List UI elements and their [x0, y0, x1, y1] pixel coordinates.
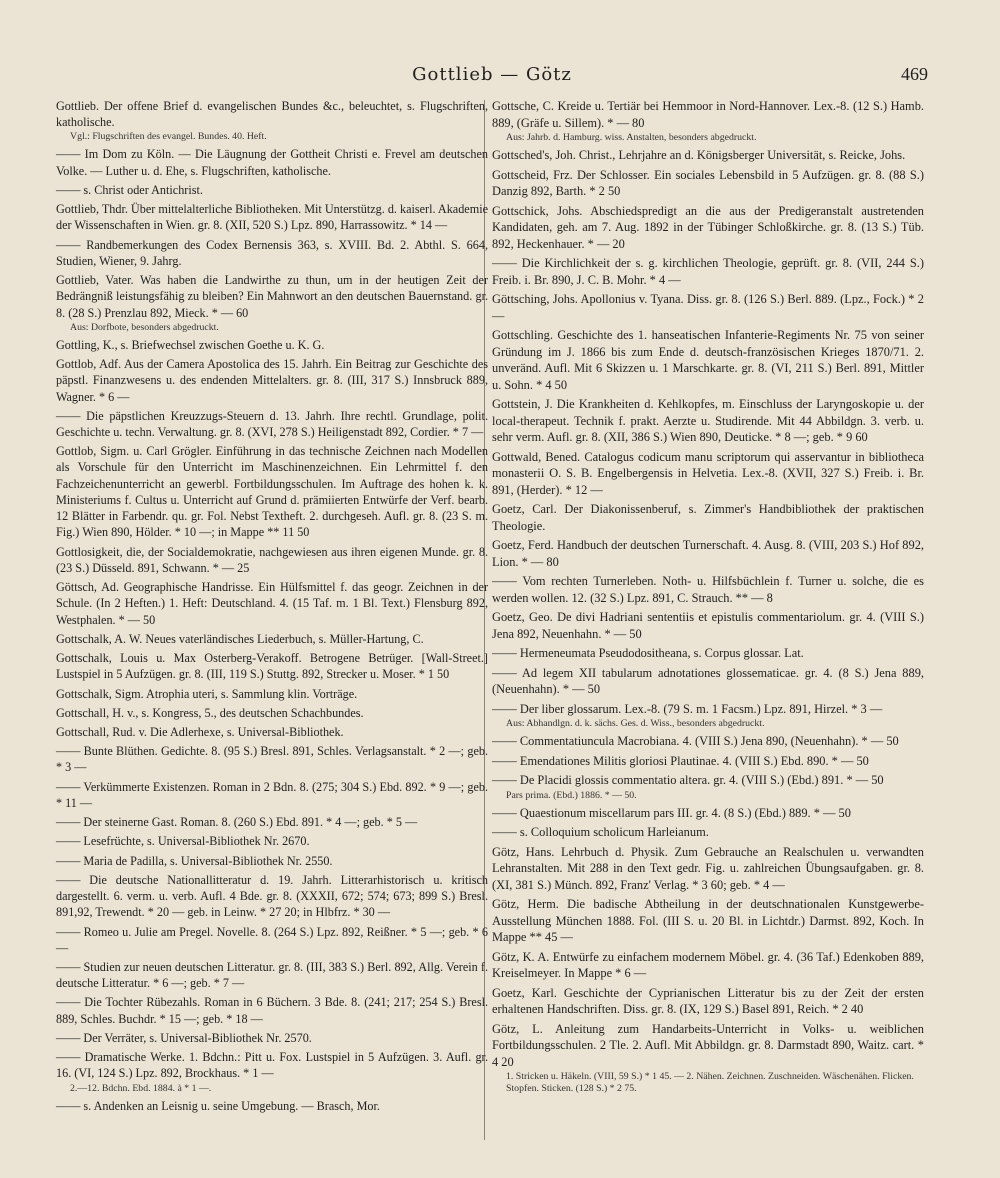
list-item: Göttsch, Ad. Geographische Handrisse. Ein Hülfsmittel f. das geogr. Zeichnen in der Schule. (In 2 Heften.) 1. Heft: Deutschland. 4. (15 Taf. m. 1 Bl. Text.) Flensburg 892, Westphalen. * — 50	[56, 580, 488, 627]
list-item: —— Die päpstlichen Kreuzzugs-Steuern d. 13. Jahrh. Ihre rechtl. Grundlage, polit. Geschichte u. techn. Verwaltung. gr. 8. (XVI, 278 S.) Heiligenstadt 892, Cordier. * 7 —	[56, 408, 488, 439]
list-item: Goetz, Ferd. Handbuch der deutschen Turnerschaft. 4. Ausg. 8. (VIII, 203 S.) Hof 892, Lion. * — 80	[492, 538, 924, 569]
list-item: —— Maria de Padilla, s. Universal-Bibliothek Nr. 2550.	[56, 853, 333, 868]
list-item: —— Der steinerne Gast. Roman. 8. (260 S.) Ebd. 891. * 4 —; geb. * 5 —	[56, 815, 418, 830]
page-number: 469	[901, 64, 928, 84]
right-column	[492, 98, 924, 1098]
list-item: Gottlob, Sigm. u. Carl Grögler. Einführung in das technische Zeichnen nach Modellen als Vorschule für den Unterricht im Maschinenzeichnen. Ein Lehrmittel f. den Fachzeichenunterricht an gewerbl. Fortbildungsschulen. Im Auftrage des hohen k. k. Ministeriums f. Cultus u. Unterricht auf Grund d. prämiierten Entwürfe der Verf. bearb. 12 Blätter in Farbendr. qu. gr. Fol. Nebst Textheft. 2. durchgeseh. Aufl. gr. 8. (23 S. m. Fig.) Wien 890, Hölder. * 10 —; in Mappe ** 11 50	[56, 444, 488, 540]
note: Pars prima. (Ebd.) 1886. * — 50.	[506, 789, 637, 801]
list-item: Goetz, Karl. Geschichte der Cyprianischen Litteratur bis zu der Zeit der ersten erhaltenen Handschriften. Diss. gr. 8. (IX, 129 S.) Basel 891, Reich. * 2 40	[492, 985, 924, 1016]
list-item: —— Die Tochter Rübezahls. Roman in 6 Büchern. 3 Bde. 8. (241; 217; 254 S.) Bresl. 889, Schles. Buchdr. * 15 —; geb. * 18 —	[56, 995, 488, 1026]
list-item: Goetz, Geo. De divi Hadriani sententiis et epistulis commentariolum. gr. 4. (VIII S.) Jena 892, Neuenhahn. * — 50	[492, 610, 924, 641]
note: 1. Stricken u. Häkeln. (VIII, 59 S.) * 1 45. — 2. Nähen. Zeichnen. Zuschneiden. Wäschenähen. Flicken. Stopfen. Sticken. (128 S.) * 2 75.	[506, 1071, 914, 1094]
left-column	[56, 98, 488, 1117]
list-item: Gottsche, C. Kreide u. Tertiär bei Hemmoor in Nord-Hannover. Lex.-8. (12 S.) Hamb. 889, (Gräfe u. Sillem). * — 80	[492, 99, 924, 130]
list-item: —— Ad legem XII tabularum adnotationes glossematicae. gr. 4. (8 S.) Jena 889, (Neuenhahn). * — 50	[492, 665, 924, 696]
list-item: —— De Placidi glossis commentatio altera. gr. 4. (VIII S.) (Ebd.) 891. * — 50	[492, 773, 884, 787]
list-item: Götz, K. A. Entwürfe zu einfachem modernem Möbel. gr. 4. (36 Taf.) Edenkoben 889, Kreiselmeyer. In Mappe * 6 —	[492, 949, 924, 980]
list-item: —— Vom rechten Turnerleben. Noth- u. Hilfsbüchlein f. Turner u. solche, die es werden wollen. 12. (32 S.) Lpz. 891, C. Strauch. ** — 8	[492, 574, 924, 605]
list-item: —— Studien zur neuen deutschen Litteratur. gr. 8. (III, 383 S.) Berl. 892, Allg. Verein f. deutsche Litteratur. * 6 —; geb. * 7 —	[56, 960, 488, 991]
note: Vgl.: Flugschriften des evangel. Bundes. 40. Heft.	[70, 131, 267, 143]
list-item: Gottwald, Bened. Catalogus codicum manu scriptorum qui asservantur in bibliotheca monasterii O. S. B. Engelbergensis in Helvetia. Lex.-8. (XVII, 327 S.) Freib. i. Br. 891, (Herder). * 12 —	[492, 449, 924, 497]
list-item: Gottschall, Rud. v. Die Adlerhexe, s. Universal-Bibliothek.	[56, 724, 344, 739]
list-item: Gottling, K., s. Briefwechsel zwischen Goethe u. K. G.	[56, 337, 325, 352]
list-item: Gottscheid, Frz. Der Schlosser. Ein sociales Lebensbild in 5 Aufzügen. gr. 8. (88 S.) Danzig 892, Barth. * 2 50	[492, 167, 924, 198]
list-item: —— Romeo u. Julie am Pregel. Novelle. 8. (264 S.) Lpz. 892, Reißner. * 5 —; geb. * 6 —	[56, 924, 488, 955]
list-item: Gottlieb, Vater. Was haben die Landwirthe zu thun, um in der heutigen Zeit der Bedrängniß leistungsfähig zu bleiben? Ein Mahnwort an den deutschen Bauernstand. gr. 8. (28 S.) Prenzlau 892, Mieck. * — 60	[56, 273, 488, 320]
page-header	[56, 64, 928, 90]
note: Aus: Dorfbote, besonders abgedruckt.	[70, 321, 219, 333]
list-item: —— Im Dom zu Köln. — Die Läugnung der Gottheit Christi e. Frevel am deutschen Volke. — Luther u. d. Ehe, s. Flugschriften, katholische.	[56, 147, 488, 178]
list-item: —— Die Kirchlichkeit der s. g. kirchlichen Theologie, geprüft. gr. 8. (VII, 244 S.) Freib. i. Br. 890, J. C. B. Mohr. * 4 —	[492, 256, 924, 287]
list-item: Götz, L. Anleitung zum Handarbeits-Unterricht in Volks- u. weiblichen Fortbildungsschulen. 2 Tle. 2. Aufl. Mit Abbildgn. gr. 8. Darmstadt 890, Waitz. cart. * 4 20	[492, 1021, 924, 1069]
list-item: —— Verkümmerte Existenzen. Roman in 2 Bdn. 8. (275; 304 S.) Ebd. 892. * 9 —; geb. * 11 —	[56, 779, 488, 810]
list-item: —— Quaestionum miscellarum pars III. gr. 4. (8 S.) (Ebd.) 889. * — 50	[492, 805, 851, 820]
list-item: —— Bunte Blüthen. Gedichte. 8. (95 S.) Bresl. 891, Schles. Verlagsanstalt. * 2 —; geb. * 3 —	[56, 744, 488, 775]
note: Aus: Abhandlgn. d. k. sächs. Ges. d. Wiss., besonders abgedruckt.	[506, 718, 765, 729]
list-item: Gottschalk, A. W. Neues vaterländisches Liederbuch, s. Müller-Hartung, C.	[56, 631, 424, 646]
list-item: —— s. Colloquium scholicum Harleianum.	[492, 825, 709, 839]
list-item: Gottlieb. Der offene Brief d. evangelischen Bundes &c., beleuchtet, s. Flugschriften, katholische.	[56, 99, 488, 130]
note: 2.—12. Bdchn. Ebd. 1884. à * 1 —.	[70, 1082, 212, 1094]
list-item: —— Hermeneumata Pseudodositheana, s. Corpus glossar. Lat.	[492, 646, 804, 660]
list-item: Gottlosigkeit, die, der Socialdemokratie, nachgewiesen aus ihren eigenen Munde. gr. 8. (23 S.) Düsseld. 891, Schwann. * — 25	[56, 544, 488, 575]
list-item: Gottschalk, Sigm. Atrophia uteri, s. Sammlung klin. Vorträge.	[56, 686, 358, 701]
list-item: Gottstein, J. Die Krankheiten d. Kehlkopfes, m. Einschluss der Laryngoskopie u. der local-therapeut. Technik f. prakt. Aerzte u. Studirende. Mit 44 Abbildgn. 3. verb. u. sehr verm. Aufl. gr. 8. (XII, 386 S.) Wien 890, Deuticke. * 8 —; geb. * 9 60	[492, 397, 924, 444]
running-head: Gottlieb — Götz	[412, 64, 572, 85]
note: Aus: Jahrb. d. Hamburg. wiss. Anstalten, besonders abgedruckt.	[506, 132, 757, 143]
list-item: Gottschling. Geschichte des 1. hanseatischen Infanterie-Regiments Nr. 75 von seiner Gründung im J. 1866 bis zum Ende d. deutsch-französischen Krieges 1870/71. 2. unveränd. Aufl. Mit 6 Skizzen u. 1 Marschkarte. gr. 8. (VI, 211 S.) Berl. 891, Mittler u. Sohn. * 4 50	[492, 328, 924, 392]
list-item: Gottschall, H. v., s. Kongress, 5., des deutschen Schachbundes.	[56, 705, 364, 720]
list-item: —— s. Andenken an Leisnig u. seine Umgebung. — Brasch, Mor.	[56, 1098, 380, 1113]
list-item: Gottlob, Adf. Aus der Camera Apostolica des 15. Jahrh. Ein Beitrag zur Geschichte des päpstl. Finanzwesens u. des endenden Mittelalters. gr. 8. (III, 317 S.) Innsbruck 889, Wagner. * 6 —	[56, 357, 488, 404]
list-item: —— Die deutsche Nationallitteratur d. 19. Jahrh. Litterarhistorisch u. kritisch dargestellt. 6. verm. u. verb. Aufl. 4 Bde. gr. 8. (XXXII, 672; 574; 673; 899 S.) Bresl. 891,92, Trewendt. * 20 — geb. in Leinw. * 27 20; in Hlbfrz. * 30 —	[56, 872, 488, 920]
list-item: Gottschalk, Louis u. Max Osterberg-Verakoff. Betrogene Betrüger. [Wall-Street.] Lustspiel in 5 Aufzügen. gr. 8. (III, 119 S.) Stuttg. 892, Strecker u. Moser. * 1 50	[56, 651, 488, 682]
list-item: Götz, Hans. Lehrbuch d. Physik. Zum Gebrauche an Realschulen u. verwandten Lehranstalten. Mit 288 in den Text gedr. Fig. u. zahlreichen Übungsaufgaben. gr. 8. (XI, 381 S.) Münch. 892, Franz' Verlag. * 3 60; geb. * 4 —	[492, 844, 924, 892]
list-item: —— Emendationes Militis gloriosi Plautinae. 4. (VIII S.) Ebd. 890. * — 50	[492, 753, 869, 768]
list-item: Götz, Herm. Die badische Abtheilung in der deutschnationalen Kunstgewerbe-Ausstellung München 1888. Fol. (III S. u. 20 Bl. in Lichtdr.) Darmst. 892, Koch. In Mappe ** 45 —	[492, 897, 924, 944]
list-item: Gottsched's, Joh. Christ., Lehrjahre an d. Königsberger Universität, s. Reicke, Johs.	[492, 148, 906, 162]
list-item: —— Der Verräter, s. Universal-Bibliothek Nr. 2570.	[56, 1030, 312, 1045]
list-item: —— Lesefrüchte, s. Universal-Bibliothek Nr. 2670.	[56, 834, 310, 849]
list-item: Goetz, Carl. Der Diakonissenberuf, s. Zimmer's Handbibliothek der praktischen Theologie.	[492, 502, 924, 533]
list-item: Gottschick, Johs. Abschiedspredigt an die aus der Predigeranstalt austretenden Kandidaten, geh. am 7. Aug. 1892 in der Tübinger Schloßkirche. gr. 8. (13 S.) Tüb. 892, Heckenhauer. * — 20	[492, 203, 924, 251]
list-item: —— Dramatische Werke. 1. Bdchn.: Pitt u. Fox. Lustspiel in 5 Aufzügen. 3. Aufl. gr. 16. (VI, 124 S.) Lpz. 892, Brockhaus. * 1 —	[56, 1050, 488, 1081]
list-item: Göttsching, Johs. Apollonius v. Tyana. Diss. gr. 8. (126 S.) Berl. 889. (Lpz., Fock.) * 2 —	[492, 292, 924, 323]
list-item: —— s. Christ oder Antichrist.	[56, 182, 203, 197]
list-item: —— Randbemerkungen des Codex Bernensis 363, s. XVIII. Bd. 2. Abthl. S. 664, Studien, Wiener, 9. Jahrg.	[56, 237, 488, 268]
list-item: Gottlieb, Thdr. Über mittelalterliche Bibliotheken. Mit Unterstützg. d. kaiserl. Akademie der Wissenschaften in Wien. gr. 8. (XII, 520 S.) Lpz. 890, Harrassowitz. * 14 —	[56, 202, 488, 233]
list-item: —— Der liber glossarum. Lex.-8. (79 S. m. 1 Facsm.) Lpz. 891, Hirzel. * 3 —	[492, 701, 883, 716]
list-item: —— Commentatiuncula Macrobiana. 4. (VIII S.) Jena 890, (Neuenhahn). * — 50	[492, 734, 899, 748]
